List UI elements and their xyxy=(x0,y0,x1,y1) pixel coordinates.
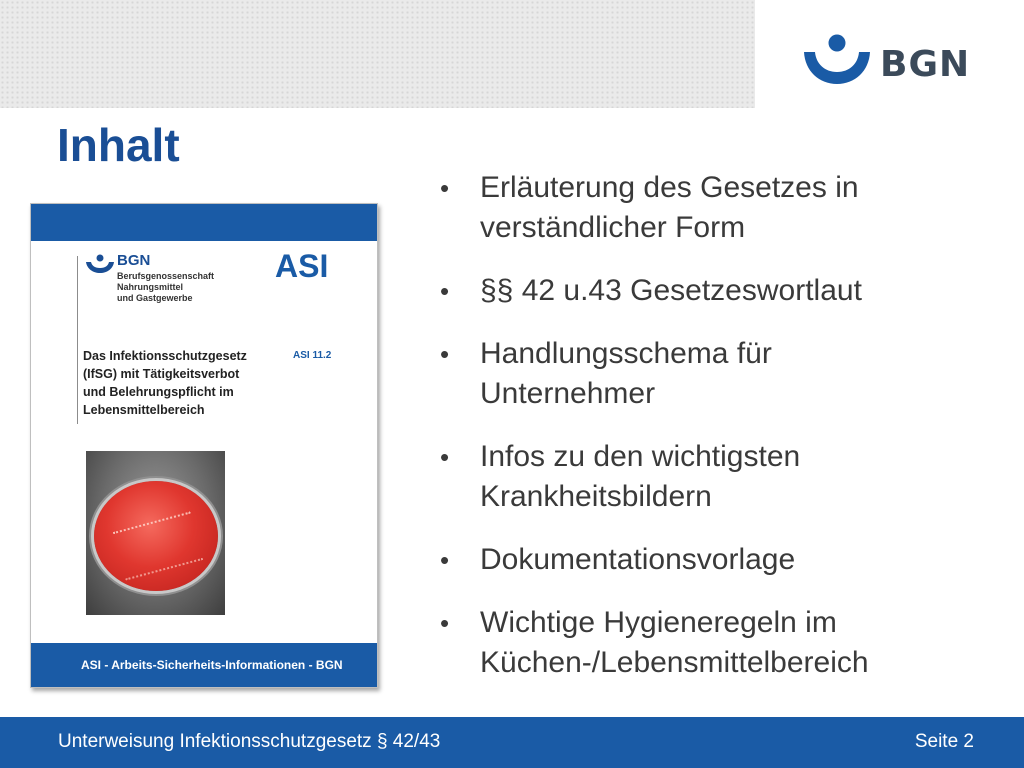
document-title-line: und Belehrungspflicht im xyxy=(83,385,234,399)
document-title xyxy=(83,347,283,419)
petri-dish xyxy=(94,481,218,591)
document-footer: ASI - Arbeits-Sicherheits-Informationen - BGN xyxy=(81,658,343,672)
bullet-line: Unternehmer xyxy=(480,377,656,410)
bullet-line: Dokumentationsvorlage xyxy=(480,543,796,576)
document-org-line: Berufsgenossenschaft xyxy=(117,271,215,281)
document-divider xyxy=(77,256,78,424)
bullet-icon: • xyxy=(440,608,450,638)
document-title-line: Lebensmittelbereich xyxy=(83,403,205,417)
document-series: ASI xyxy=(275,248,329,284)
bullet-line: Handlungsschema für xyxy=(480,337,772,370)
petri-dish-photo xyxy=(86,451,225,615)
bullet-line: Küchen-/Lebensmittelbereich xyxy=(480,646,869,679)
bullet-icon: • xyxy=(440,339,450,369)
bullet-icon: • xyxy=(440,442,450,472)
bullet-icon: • xyxy=(440,276,450,306)
document-org-line: und Gastgewerbe xyxy=(117,293,193,303)
content-bullet-list xyxy=(440,168,1000,706)
slide-title: Inhalt xyxy=(57,119,180,171)
bullet-line: Wichtige Hygieneregeln im xyxy=(480,606,837,639)
bacteria-streak xyxy=(113,511,203,580)
bullet-item xyxy=(440,540,1000,580)
document-top-band xyxy=(31,204,377,241)
document-logo-text: BGN xyxy=(117,252,151,269)
bullet-line: §§ 42 u.43 Gesetzeswortlaut xyxy=(480,274,862,307)
document-cover xyxy=(30,203,378,688)
bullet-item xyxy=(440,168,1000,248)
bullet-line: Infos zu den wichtigsten xyxy=(480,440,801,473)
bullet-line: Krankheitsbildern xyxy=(480,480,712,513)
bullet-line: verständlicher Form xyxy=(480,211,746,244)
document-series-number: ASI 11.2 xyxy=(293,350,332,361)
document-bgn-logo-icon xyxy=(85,254,115,274)
bullet-item xyxy=(440,334,1000,414)
bgn-logo-text: BGN xyxy=(880,44,971,85)
bullet-item xyxy=(440,271,1000,311)
bullet-item xyxy=(440,603,1000,683)
bullet-item xyxy=(440,437,1000,517)
bullet-icon: • xyxy=(440,545,450,575)
bullet-icon: • xyxy=(440,173,450,203)
document-title-line: (IfSG) mit Tätigkeitsverbot xyxy=(83,367,240,381)
footer-bar xyxy=(0,717,1024,768)
bullet-line: Erläuterung des Gesetzes in xyxy=(480,171,859,204)
footer-title: Unterweisung Infektionsschutzgesetz § 42/43 xyxy=(58,731,441,752)
document-org-line: Nahrungsmittel xyxy=(117,282,184,292)
document-title-line: Das Infektionsschutzgesetz xyxy=(83,349,247,363)
page-number: Seite 2 xyxy=(914,731,974,752)
document-organization xyxy=(117,271,214,304)
